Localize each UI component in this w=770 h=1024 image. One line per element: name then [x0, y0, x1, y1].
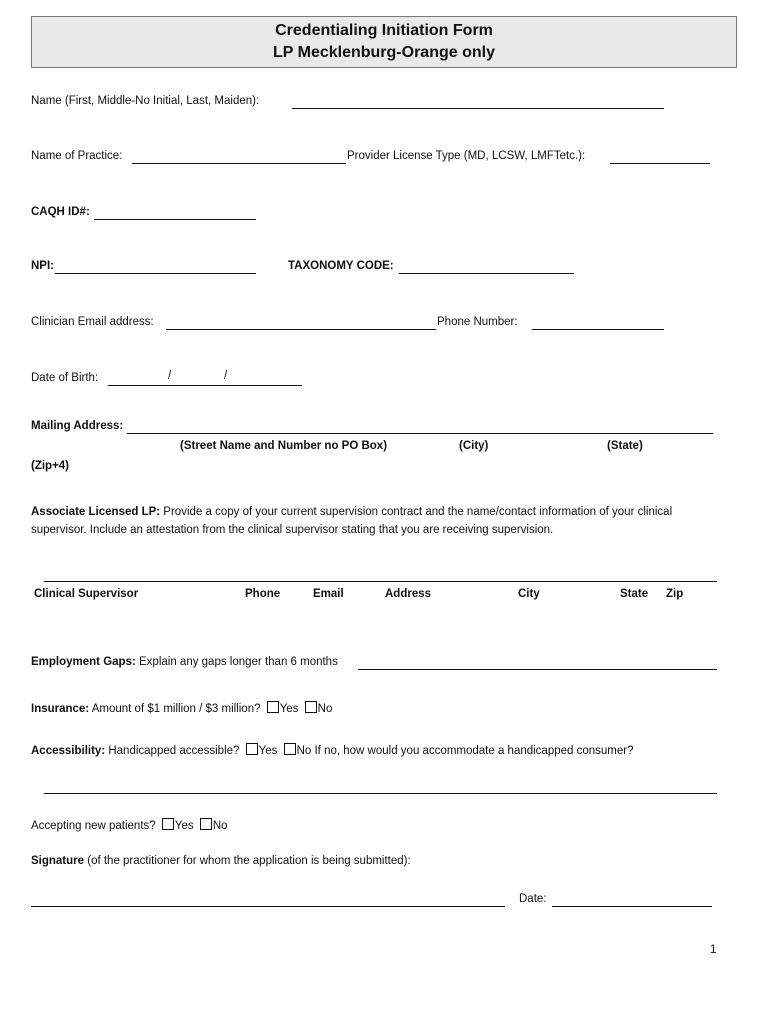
state-hint: (State) [607, 440, 643, 452]
col-phone: Phone [245, 588, 281, 600]
insurance-row [31, 701, 332, 715]
col-state: State [620, 588, 649, 600]
associate-text: Provide a copy of your current supervision contract and the name/contact information of your clinical supervisor. Include an attestation from the clinical supervisor stating that you are receiving supervision. [31, 506, 673, 536]
insurance-heading: Insurance: [31, 703, 90, 715]
insurance-yes-label: Yes [279, 703, 299, 715]
accepting-no-checkbox[interactable] [200, 818, 212, 830]
insurance-text: Amount of $1 million / $3 million? [89, 703, 261, 715]
accessibility-heading: Accessibility: [31, 745, 106, 757]
form-title: Credentialing Initiation Form [275, 22, 493, 39]
associate-paragraph [31, 503, 721, 539]
mailing-address-field[interactable] [127, 433, 713, 434]
caqh-label: CAQH ID#: [31, 206, 90, 218]
signature-field[interactable] [31, 906, 505, 907]
accepting-text: Accepting new patients? [31, 820, 156, 832]
accessibility-no-label: No [296, 745, 312, 757]
dob-separator: / [224, 370, 228, 382]
name-field[interactable] [292, 108, 664, 109]
taxonomy-label: TAXONOMY CODE: [288, 260, 394, 272]
accessibility-yes-label: Yes [258, 745, 278, 757]
npi-field[interactable] [55, 273, 256, 274]
insurance-yes-checkbox[interactable] [267, 701, 279, 713]
accessibility-followup: If no, how would you accommodate a handicapped consumer? [311, 745, 634, 757]
date-label: Date: [519, 893, 547, 905]
employment-gaps-label [31, 656, 338, 668]
col-clinical-supervisor: Clinical Supervisor [34, 588, 139, 600]
accessibility-yes-checkbox[interactable] [246, 743, 258, 755]
accessibility-answer-line[interactable] [44, 793, 717, 794]
city-hint: (City) [459, 440, 489, 452]
street-hint: (Street Name and Number no PO Box) [180, 440, 388, 452]
col-zip: Zip [666, 588, 684, 600]
accessibility-row [31, 743, 634, 757]
employment-gaps-field[interactable] [358, 669, 717, 670]
dob-separator: / [168, 370, 172, 382]
email-field[interactable] [166, 329, 436, 330]
name-label: Name (First, Middle-No Initial, Last, Maiden): [31, 95, 260, 107]
signature-text: (of the practitioner for whom the application is being submitted): [84, 855, 411, 867]
supervisor-entry-line[interactable] [44, 581, 717, 582]
email-label: Clinician Email address: [31, 316, 154, 328]
employment-text: Explain any gaps longer than 6 months [135, 656, 338, 668]
accepting-no-label: No [212, 820, 228, 832]
dob-label: Date of Birth: [31, 372, 99, 384]
accessibility-no-checkbox[interactable] [284, 743, 296, 755]
employment-heading: Employment Gaps: [31, 656, 136, 668]
phone-field[interactable] [532, 329, 664, 330]
col-email: Email [313, 588, 344, 600]
col-city: City [518, 588, 540, 600]
signature-heading: Signature [31, 855, 85, 867]
taxonomy-field[interactable] [399, 273, 574, 274]
signature-instruction [31, 855, 411, 867]
zip-hint: (Zip+4) [31, 460, 70, 472]
associate-heading: Associate Licensed LP: [31, 506, 161, 518]
accepting-yes-checkbox[interactable] [162, 818, 174, 830]
accessibility-text: Handicapped accessible? [105, 745, 240, 757]
npi-label: NPI: [31, 260, 54, 272]
insurance-no-checkbox[interactable] [305, 701, 317, 713]
license-type-label: Provider License Type (MD, LCSW, LMFTetc.): [347, 150, 586, 162]
mailing-address-label: Mailing Address: [31, 420, 124, 432]
phone-label: Phone Number: [437, 316, 518, 328]
practice-field[interactable] [132, 163, 346, 164]
license-type-field[interactable] [610, 163, 710, 164]
caqh-field[interactable] [94, 219, 256, 220]
accepting-patients-row [31, 818, 228, 832]
date-field[interactable] [552, 906, 712, 907]
form-header [31, 16, 737, 68]
form-subtitle: LP Mecklenburg-Orange only [273, 44, 495, 61]
insurance-no-label: No [317, 703, 333, 715]
accepting-yes-label: Yes [174, 820, 194, 832]
page-number: 1 [710, 944, 717, 956]
practice-label: Name of Practice: [31, 150, 123, 162]
dob-field[interactable] [108, 385, 302, 386]
col-address: Address [385, 588, 432, 600]
